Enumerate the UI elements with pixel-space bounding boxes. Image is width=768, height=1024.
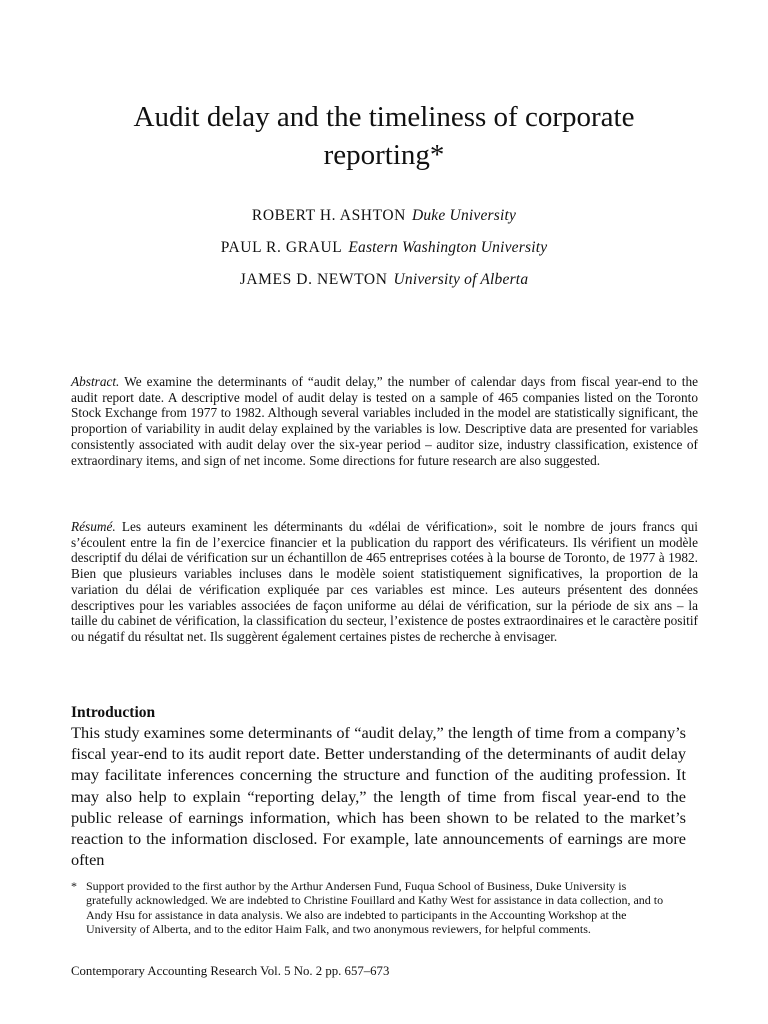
author-2 — [0, 232, 768, 264]
introduction-heading: Introduction — [71, 704, 156, 721]
paper-title: Audit delay and the timeliness of corporate reporting* — [133, 101, 635, 171]
author-3 — [0, 264, 768, 296]
footnote-mark: * — [71, 879, 77, 893]
author-affiliation: Duke University — [411, 207, 517, 224]
author-1 — [0, 200, 768, 232]
abstract-text: We examine the determinants of “audit delay,” the number of calendar days from fiscal year-end to the audit report date. A descriptive model of audit delay is tested on a sample of 465 companies listed on the Toronto Stock Exchange from 1977 to 1982. Although several variables included in the model are statistically significant, the proportion of variability in audit delay explained by the variables is low. Descriptive data are presented for variables consistently associated with audit delay over the six-year period – auditor size, industry classification, existence of extraordinary items, and sign of net income. Some directions for future research are also suggested. — [71, 374, 698, 468]
author-list — [0, 200, 768, 296]
author-name: PAUL R. GRAUL — [220, 239, 343, 256]
author-name: JAMES D. NEWTON — [239, 271, 388, 288]
author-affiliation: University of Alberta — [393, 271, 529, 288]
journal-citation: Contemporary Accounting Research Vol. 5 No. 2 pp. 657–673 — [71, 964, 390, 978]
abstract — [71, 374, 698, 468]
resume-text: Les auteurs examinent les déterminants du «délai de vérification», soit le nombre de jours francs qui s’écoulent entre la fin de l’exercice financier et la publication du rapport des vérificateurs. Ils vérifient un modèle descriptif du délai de vérification sur un échantillon de 465 entreprises cotées à la bourse de Toronto, de 1977 à 1982. Bien que plusieurs variables incluses dans le modèle soient statistiquement significatives, la proportion de la variation du délai de vérification expliquée par ces variables est mince. Les auteurs présentent des données descriptives pour les variables associées de façon uniforme au délai de vérification, sur la période de six ans – la taille du cabinet de vérification, la classification du secteur, l’existence de postes extraordinaires et le caractère positif ou négatif du résultat net. Ils suggèrent également certaines pistes de recherche à envisager. — [71, 519, 698, 644]
resume-label: Résumé. — [71, 519, 116, 534]
footnote — [71, 879, 698, 937]
introduction-body: This study examines some determinants of “audit delay,” the length of time from a company’s fiscal year-end to its audit report date. Better understanding of the determinants of audit delay may facilitate inferences concerning the structure and function of the auditing profession. It may also help to explain “reporting delay,” the length of time from fiscal year-end to the public release of earnings information, which has been shown to be related to the market’s reaction to the information disclosed. For example, late announcements of earnings are more often — [71, 723, 686, 870]
footnote-text: Support provided to the first author by the Arthur Andersen Fund, Fuqua School of Business, Duke University is gratefully acknowledged. We are indebted to Christine Fouillard and Kathy West for assistance in data collection, and to Andy Hsu for assistance in data analysis. We also are indebted to participants in the Accounting Workshop at the University of Alberta, and to the editor Haim Falk, and two anonymous reviewers, for helpful comments. — [86, 879, 664, 937]
author-name: ROBERT H. ASHTON — [251, 207, 406, 224]
author-affiliation: Eastern Washington University — [348, 239, 548, 256]
resume — [71, 519, 698, 645]
abstract-label: Abstract. — [71, 374, 120, 389]
